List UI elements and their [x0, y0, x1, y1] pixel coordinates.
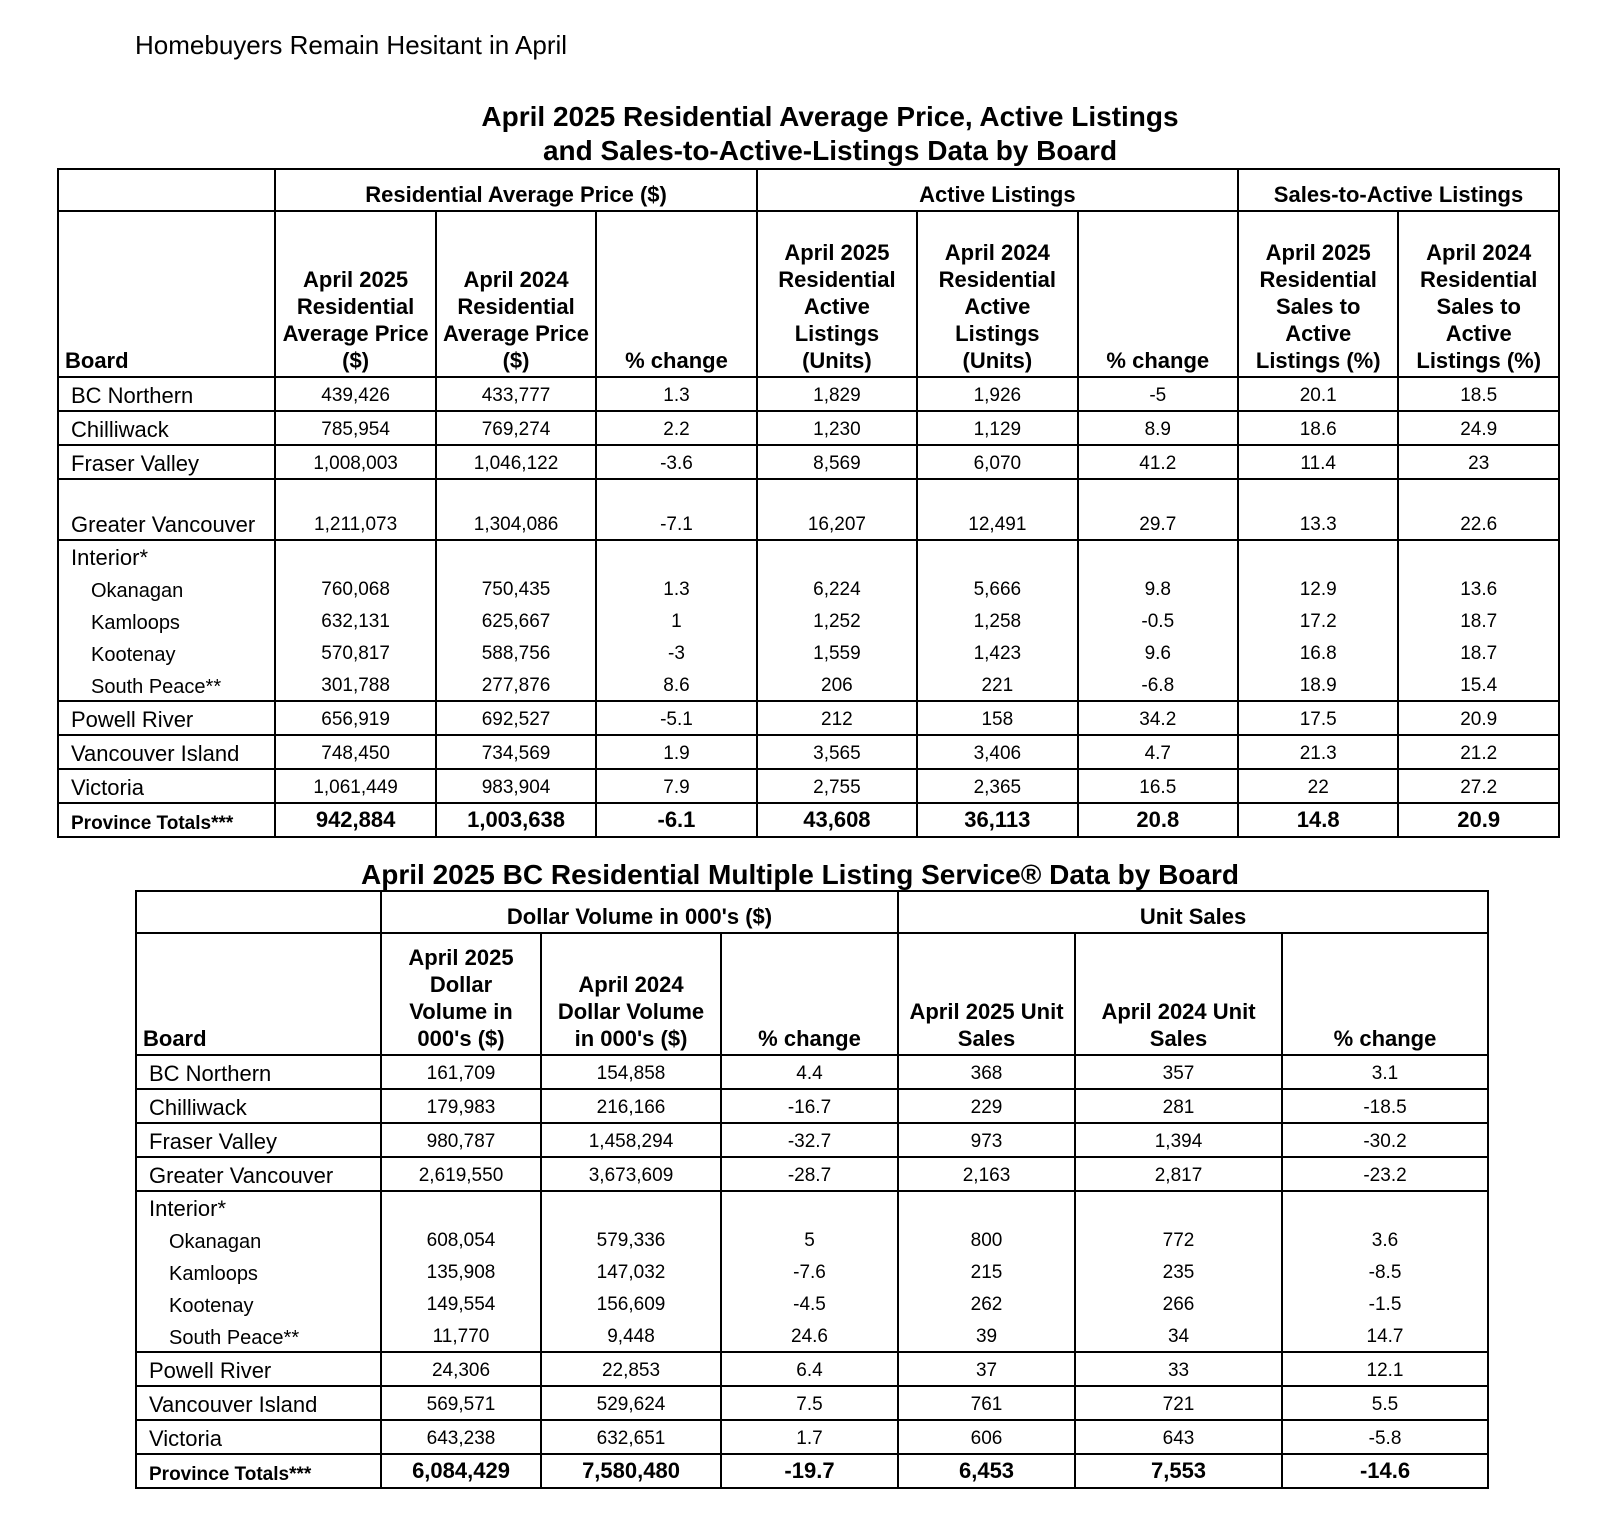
table1-header-8: April 2024 Residential Sales to Active Listings (%) — [1398, 211, 1559, 377]
value-cell: 625,667 — [436, 604, 596, 636]
value-cell — [898, 1191, 1075, 1223]
value-cell: 216,166 — [541, 1089, 721, 1123]
table1-header-7: April 2025 Residential Sales to Active Listings (%) — [1238, 211, 1398, 377]
value-cell: 1.3 — [596, 572, 756, 604]
value-cell: -14.6 — [1282, 1454, 1488, 1488]
value-cell: -16.7 — [721, 1089, 898, 1123]
value-cell: 692,527 — [436, 701, 596, 735]
value-cell: 4.4 — [721, 1055, 898, 1089]
value-cell — [721, 1191, 898, 1223]
value-cell: 34.2 — [1078, 701, 1238, 735]
value-cell: -3.6 — [596, 445, 756, 479]
value-cell: -6.1 — [596, 803, 756, 837]
value-cell: 579,336 — [541, 1223, 721, 1255]
table2-header-2: April 2024 Dollar Volume in 000's ($) — [541, 933, 721, 1055]
value-cell: 1,559 — [757, 636, 917, 668]
value-cell: 179,983 — [381, 1089, 541, 1123]
value-cell: 29.7 — [1078, 479, 1238, 540]
table1-group-average-price: Residential Average Price ($) — [275, 169, 756, 211]
value-cell: 1,046,122 — [436, 445, 596, 479]
value-cell — [757, 540, 917, 572]
value-cell: 3.1 — [1282, 1055, 1488, 1089]
value-cell: 1.3 — [596, 377, 756, 411]
value-cell: 154,858 — [541, 1055, 721, 1089]
value-cell: 8.9 — [1078, 411, 1238, 445]
board-name-cell: Interior* — [136, 1191, 381, 1223]
table2-header-1: April 2025 Dollar Volume in 000's ($) — [381, 933, 541, 1055]
board-name-cell: Victoria — [136, 1420, 381, 1454]
board-name-cell: Kamloops — [136, 1255, 381, 1287]
value-cell: -4.5 — [721, 1287, 898, 1319]
value-cell: 6,070 — [917, 445, 1077, 479]
value-cell: 22,853 — [541, 1352, 721, 1386]
table1-header-0: Board — [58, 211, 275, 377]
value-cell: 9,448 — [541, 1319, 721, 1352]
value-cell: 36,113 — [917, 803, 1077, 837]
value-cell: 656,919 — [275, 701, 435, 735]
value-cell: 13.6 — [1398, 572, 1559, 604]
value-cell: 606 — [898, 1420, 1075, 1454]
value-cell: 368 — [898, 1055, 1075, 1089]
value-cell: 7,580,480 — [541, 1454, 721, 1488]
value-cell: 608,054 — [381, 1223, 541, 1255]
value-cell: 6,224 — [757, 572, 917, 604]
board-name-cell: Kootenay — [136, 1287, 381, 1319]
value-cell: 1.9 — [596, 735, 756, 769]
table-row — [136, 1454, 1488, 1488]
table-row — [136, 1386, 1488, 1420]
value-cell: 6,453 — [898, 1454, 1075, 1488]
page-heading: Homebuyers Remain Hesitant in April — [135, 30, 568, 60]
value-cell: 5 — [721, 1223, 898, 1255]
value-cell: 5,666 — [917, 572, 1077, 604]
board-name-cell: Kamloops — [58, 604, 275, 636]
value-cell — [596, 540, 756, 572]
value-cell: 161,709 — [381, 1055, 541, 1089]
value-cell: 750,435 — [436, 572, 596, 604]
value-cell: 20.9 — [1398, 803, 1559, 837]
table1-group-blank — [58, 169, 275, 211]
value-cell: 12.9 — [1238, 572, 1398, 604]
board-name-cell: Fraser Valley — [58, 445, 275, 479]
value-cell — [917, 540, 1077, 572]
value-cell: 588,756 — [436, 636, 596, 668]
board-name-cell: South Peace** — [136, 1319, 381, 1352]
value-cell: 158 — [917, 701, 1077, 735]
value-cell: 16.8 — [1238, 636, 1398, 668]
board-name-cell: Chilliwack — [58, 411, 275, 445]
value-cell: -8.5 — [1282, 1255, 1488, 1287]
value-cell: 1.7 — [721, 1420, 898, 1454]
value-cell: 22.6 — [1398, 479, 1559, 540]
value-cell: 20.1 — [1238, 377, 1398, 411]
value-cell: 1,211,073 — [275, 479, 435, 540]
table1-header-3: % change — [596, 211, 756, 377]
value-cell: 1,926 — [917, 377, 1077, 411]
value-cell: 16.5 — [1078, 769, 1238, 803]
value-cell: 643 — [1075, 1420, 1282, 1454]
value-cell: 12,491 — [917, 479, 1077, 540]
value-cell: 235 — [1075, 1255, 1282, 1287]
board-name-cell: Powell River — [58, 701, 275, 735]
table-row — [136, 1352, 1488, 1386]
value-cell: 11,770 — [381, 1319, 541, 1352]
table-row — [136, 1420, 1488, 1454]
value-cell: -6.8 — [1078, 668, 1238, 701]
table2-title: April 2025 BC Residential Multiple Listing Service® Data by Board — [361, 859, 1239, 890]
value-cell — [1075, 1191, 1282, 1223]
value-cell: 980,787 — [381, 1123, 541, 1157]
value-cell: 17.5 — [1238, 701, 1398, 735]
board-name-cell: Fraser Valley — [136, 1123, 381, 1157]
value-cell: 3.6 — [1282, 1223, 1488, 1255]
board-name-cell: Okanagan — [136, 1223, 381, 1255]
board-name-cell: BC Northern — [58, 377, 275, 411]
value-cell: 21.2 — [1398, 735, 1559, 769]
value-cell: 9.8 — [1078, 572, 1238, 604]
value-cell: 439,426 — [275, 377, 435, 411]
value-cell: 37 — [898, 1352, 1075, 1386]
table-row — [136, 1287, 1488, 1319]
value-cell: 156,609 — [541, 1287, 721, 1319]
board-name-cell: BC Northern — [136, 1055, 381, 1089]
value-cell: 14.8 — [1238, 803, 1398, 837]
board-name-cell: Province Totals*** — [136, 1454, 381, 1488]
value-cell: 206 — [757, 668, 917, 701]
value-cell: 277,876 — [436, 668, 596, 701]
value-cell: -18.5 — [1282, 1089, 1488, 1123]
table2-group-blank — [136, 891, 381, 933]
table1-header-2: April 2024 Residential Average Price ($) — [436, 211, 596, 377]
value-cell: 1,829 — [757, 377, 917, 411]
value-cell — [275, 540, 435, 572]
value-cell — [1282, 1191, 1488, 1223]
value-cell: 212 — [757, 701, 917, 735]
value-cell: 262 — [898, 1287, 1075, 1319]
value-cell: 6,084,429 — [381, 1454, 541, 1488]
value-cell: 6.4 — [721, 1352, 898, 1386]
value-cell: -0.5 — [1078, 604, 1238, 636]
value-cell — [436, 540, 596, 572]
value-cell: 2,365 — [917, 769, 1077, 803]
value-cell: 11.4 — [1238, 445, 1398, 479]
table1-header-1: April 2025 Residential Average Price ($) — [275, 211, 435, 377]
table-row — [58, 701, 1559, 735]
value-cell: 7.5 — [721, 1386, 898, 1420]
value-cell — [381, 1191, 541, 1223]
value-cell — [1078, 540, 1238, 572]
table-row — [58, 445, 1559, 479]
value-cell: 570,817 — [275, 636, 435, 668]
table-row — [136, 1123, 1488, 1157]
table-row — [136, 1055, 1488, 1089]
board-name-cell: Greater Vancouver — [136, 1157, 381, 1191]
table-row — [58, 636, 1559, 668]
value-cell — [1238, 540, 1398, 572]
value-cell: 17.2 — [1238, 604, 1398, 636]
value-cell: 14.7 — [1282, 1319, 1488, 1352]
board-name-cell: Interior* — [58, 540, 275, 572]
value-cell: 1,458,294 — [541, 1123, 721, 1157]
value-cell: 27.2 — [1398, 769, 1559, 803]
table1-group-active-listings: Active Listings — [757, 169, 1238, 211]
value-cell: 357 — [1075, 1055, 1282, 1089]
value-cell: 942,884 — [275, 803, 435, 837]
value-cell: 1,129 — [917, 411, 1077, 445]
table-row — [136, 1191, 1488, 1223]
value-cell: -1.5 — [1282, 1287, 1488, 1319]
value-cell: 20.9 — [1398, 701, 1559, 735]
value-cell — [1398, 540, 1559, 572]
table-row — [58, 604, 1559, 636]
value-cell: 281 — [1075, 1089, 1282, 1123]
value-cell: 1,252 — [757, 604, 917, 636]
value-cell: 149,554 — [381, 1287, 541, 1319]
table-row — [58, 540, 1559, 572]
value-cell: 2,619,550 — [381, 1157, 541, 1191]
value-cell: 215 — [898, 1255, 1075, 1287]
value-cell: -5 — [1078, 377, 1238, 411]
value-cell: 4.7 — [1078, 735, 1238, 769]
table2-header-3: % change — [721, 933, 898, 1055]
value-cell: 2.2 — [596, 411, 756, 445]
table-row — [58, 377, 1559, 411]
value-cell: 9.6 — [1078, 636, 1238, 668]
value-cell: 15.4 — [1398, 668, 1559, 701]
value-cell: 785,954 — [275, 411, 435, 445]
table2-header-4: April 2025 Unit Sales — [898, 933, 1075, 1055]
value-cell: 147,032 — [541, 1255, 721, 1287]
value-cell: 3,673,609 — [541, 1157, 721, 1191]
value-cell: 135,908 — [381, 1255, 541, 1287]
value-cell: 8.6 — [596, 668, 756, 701]
value-cell: -7.6 — [721, 1255, 898, 1287]
table2-group-unit-sales: Unit Sales — [898, 891, 1488, 933]
value-cell: 772 — [1075, 1223, 1282, 1255]
value-cell: 800 — [898, 1223, 1075, 1255]
value-cell: 34 — [1075, 1319, 1282, 1352]
board-name-cell: Chilliwack — [136, 1089, 381, 1123]
table1-title-line1: April 2025 Residential Average Price, Active Listings — [481, 101, 1179, 132]
value-cell: 23 — [1398, 445, 1559, 479]
value-cell: 3,565 — [757, 735, 917, 769]
value-cell: 24,306 — [381, 1352, 541, 1386]
value-cell: 20.8 — [1078, 803, 1238, 837]
value-cell: 529,624 — [541, 1386, 721, 1420]
value-cell: -5.8 — [1282, 1420, 1488, 1454]
value-cell: 12.1 — [1282, 1352, 1488, 1386]
value-cell: -32.7 — [721, 1123, 898, 1157]
value-cell: 1,258 — [917, 604, 1077, 636]
value-cell: 1,008,003 — [275, 445, 435, 479]
value-cell: 43,608 — [757, 803, 917, 837]
value-cell: 734,569 — [436, 735, 596, 769]
value-cell: 569,571 — [381, 1386, 541, 1420]
value-cell: 721 — [1075, 1386, 1282, 1420]
value-cell: 769,274 — [436, 411, 596, 445]
table-row — [58, 572, 1559, 604]
value-cell: 1,304,086 — [436, 479, 596, 540]
value-cell: 18.7 — [1398, 636, 1559, 668]
value-cell: 24.9 — [1398, 411, 1559, 445]
value-cell: 632,131 — [275, 604, 435, 636]
value-cell: 973 — [898, 1123, 1075, 1157]
value-cell: -19.7 — [721, 1454, 898, 1488]
table-row — [136, 1157, 1488, 1191]
table-row — [136, 1319, 1488, 1352]
value-cell: 760,068 — [275, 572, 435, 604]
value-cell: 1,394 — [1075, 1123, 1282, 1157]
value-cell: -5.1 — [596, 701, 756, 735]
value-cell: 18.5 — [1398, 377, 1559, 411]
board-name-cell: Vancouver Island — [136, 1386, 381, 1420]
table-row — [136, 1089, 1488, 1123]
value-cell: -30.2 — [1282, 1123, 1488, 1157]
value-cell: 39 — [898, 1319, 1075, 1352]
value-cell: 8,569 — [757, 445, 917, 479]
value-cell: 229 — [898, 1089, 1075, 1123]
value-cell: -23.2 — [1282, 1157, 1488, 1191]
value-cell: 2,817 — [1075, 1157, 1282, 1191]
value-cell: 983,904 — [436, 769, 596, 803]
value-cell: 433,777 — [436, 377, 596, 411]
table2-header-0: Board — [136, 933, 381, 1055]
value-cell: 1,423 — [917, 636, 1077, 668]
table1-group-sales-to-active: Sales-to-Active Listings — [1238, 169, 1559, 211]
table-row — [58, 411, 1559, 445]
value-cell: 21.3 — [1238, 735, 1398, 769]
value-cell: -3 — [596, 636, 756, 668]
value-cell: 16,207 — [757, 479, 917, 540]
value-cell: 1,061,449 — [275, 769, 435, 803]
board-name-cell: Greater Vancouver — [58, 479, 275, 540]
value-cell: 33 — [1075, 1352, 1282, 1386]
board-name-cell: Okanagan — [58, 572, 275, 604]
table-row — [58, 803, 1559, 837]
average-price-listings-table — [57, 168, 1560, 838]
value-cell: 5.5 — [1282, 1386, 1488, 1420]
value-cell: 221 — [917, 668, 1077, 701]
value-cell: 1,230 — [757, 411, 917, 445]
value-cell: 22 — [1238, 769, 1398, 803]
value-cell: 632,651 — [541, 1420, 721, 1454]
table-row — [58, 735, 1559, 769]
table-row — [58, 668, 1559, 701]
table2-header-6: % change — [1282, 933, 1488, 1055]
value-cell: 761 — [898, 1386, 1075, 1420]
table1-title — [400, 100, 1260, 168]
table2-group-dollar-volume: Dollar Volume in 000's ($) — [381, 891, 898, 933]
value-cell: 1,003,638 — [436, 803, 596, 837]
value-cell: -7.1 — [596, 479, 756, 540]
board-name-cell: Kootenay — [58, 636, 275, 668]
value-cell — [541, 1191, 721, 1223]
value-cell: 18.7 — [1398, 604, 1559, 636]
table-row — [136, 1223, 1488, 1255]
value-cell: 18.9 — [1238, 668, 1398, 701]
value-cell: 7,553 — [1075, 1454, 1282, 1488]
board-name-cell: Vancouver Island — [58, 735, 275, 769]
value-cell: -28.7 — [721, 1157, 898, 1191]
mls-data-table — [135, 890, 1489, 1489]
table-row — [58, 479, 1559, 540]
value-cell: 18.6 — [1238, 411, 1398, 445]
value-cell: 301,788 — [275, 668, 435, 701]
value-cell: 7.9 — [596, 769, 756, 803]
value-cell: 1 — [596, 604, 756, 636]
board-name-cell: South Peace** — [58, 668, 275, 701]
table1-header-6: % change — [1078, 211, 1238, 377]
value-cell: 643,238 — [381, 1420, 541, 1454]
value-cell: 3,406 — [917, 735, 1077, 769]
table1-header-4: April 2025 Residential Active Listings (Units) — [757, 211, 917, 377]
table1-title-line2: and Sales-to-Active-Listings Data by Board — [542, 135, 1118, 166]
value-cell: 2,163 — [898, 1157, 1075, 1191]
value-cell: 13.3 — [1238, 479, 1398, 540]
value-cell: 748,450 — [275, 735, 435, 769]
board-name-cell: Province Totals*** — [58, 803, 275, 837]
value-cell: 41.2 — [1078, 445, 1238, 479]
table2-header-5: April 2024 Unit Sales — [1075, 933, 1282, 1055]
board-name-cell: Powell River — [136, 1352, 381, 1386]
table1-header-5: April 2024 Residential Active Listings (Units) — [917, 211, 1077, 377]
value-cell: 2,755 — [757, 769, 917, 803]
value-cell: 266 — [1075, 1287, 1282, 1319]
value-cell: 24.6 — [721, 1319, 898, 1352]
table-row — [136, 1255, 1488, 1287]
board-name-cell: Victoria — [58, 769, 275, 803]
table-row — [58, 769, 1559, 803]
